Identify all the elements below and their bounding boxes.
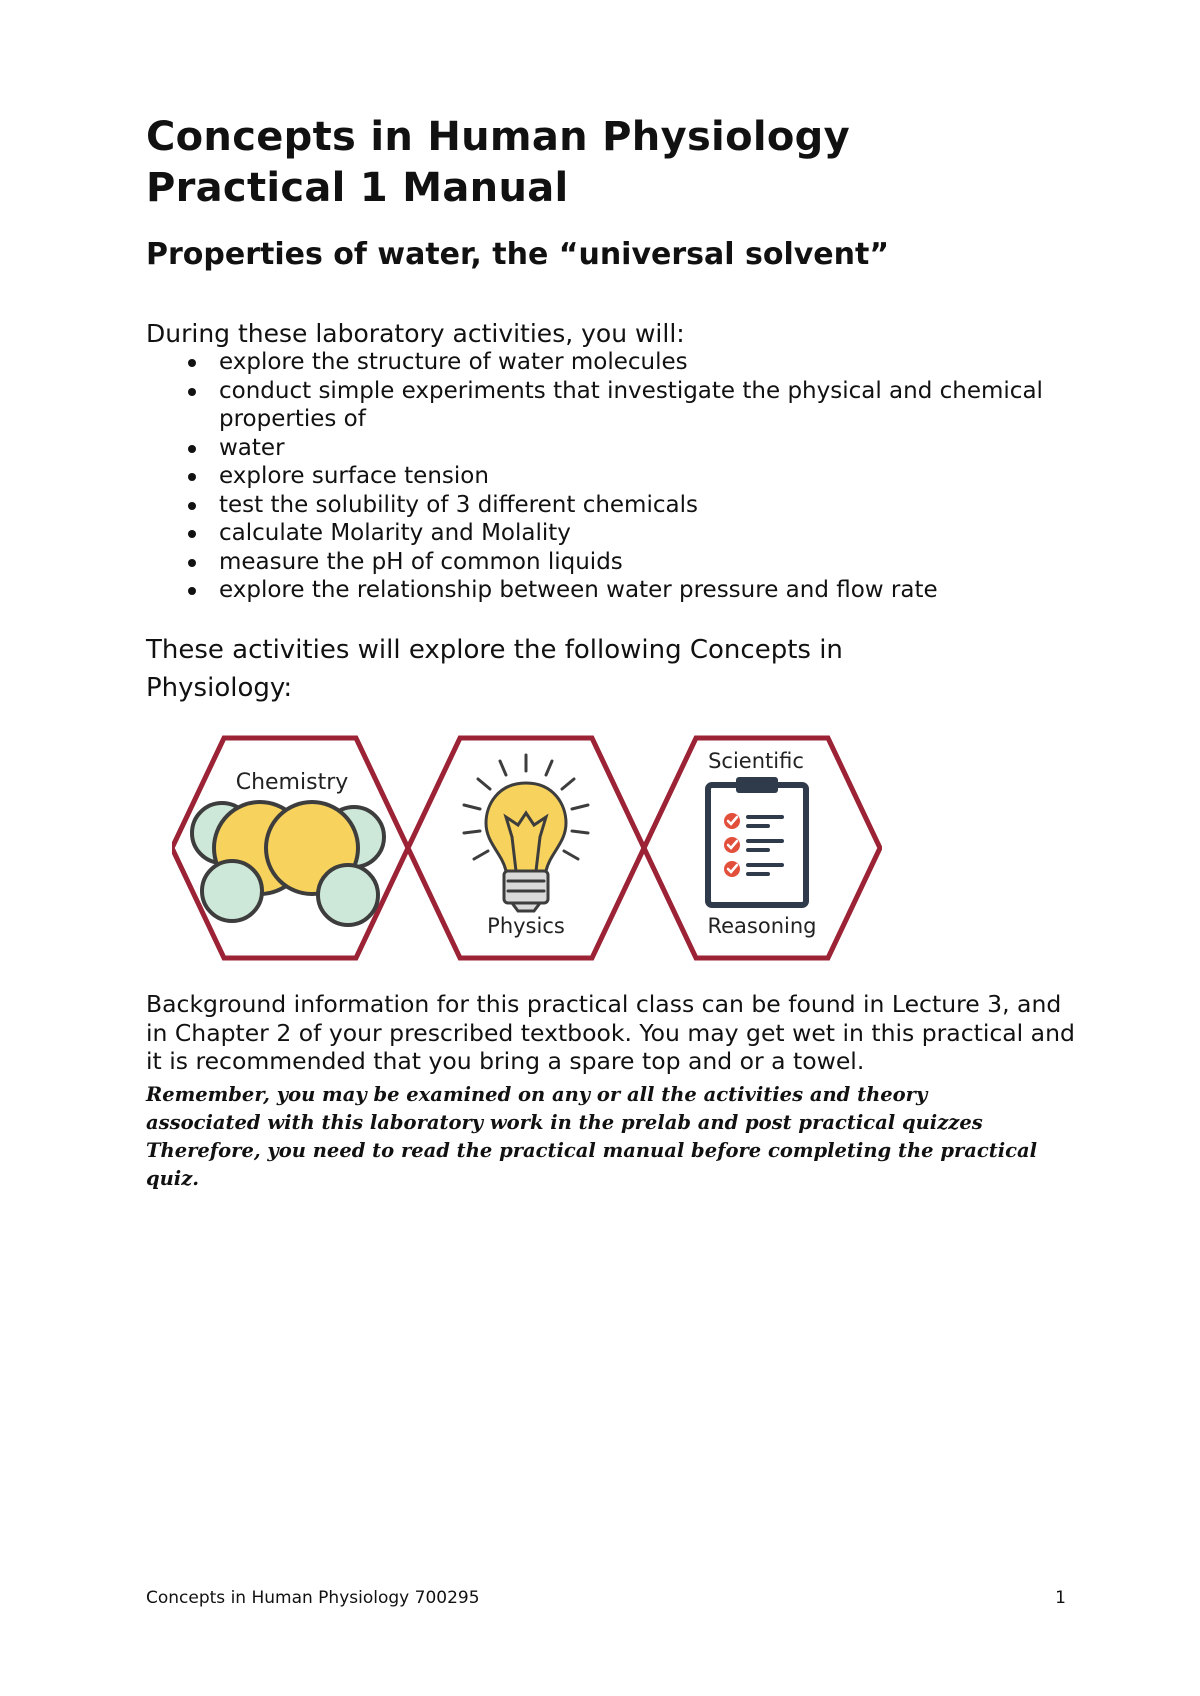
- concepts-intro: These activities will explore the following Concepts in Physiology:: [146, 635, 843, 703]
- page-number: 1: [1055, 1588, 1066, 1608]
- bullet-icon: [188, 445, 196, 453]
- clipboard-checklist-icon: [708, 777, 806, 905]
- bullet-icon: [188, 359, 196, 367]
- bullet-icon: [188, 388, 196, 396]
- bullet-icon: [188, 530, 196, 538]
- title-line-2: Practical 1 Manual: [146, 165, 569, 211]
- exam-note: [146, 1081, 1046, 1193]
- scientific-reasoning-badge: [644, 738, 880, 958]
- exam-note-line-1: Remember, you may be examined on any or all the activities and theory associated with this laboratory work in the prelab and post practical quizzes: [146, 1083, 983, 1134]
- list-item: explore the structure of water molecules: [146, 348, 1046, 377]
- reasoning-label: Reasoning: [707, 914, 817, 938]
- list-item: water: [146, 434, 1046, 463]
- document-title: [146, 112, 850, 214]
- section-subtitle: Properties of water, the “universal solvent”: [146, 237, 890, 272]
- list-item: conduct simple experiments that investigate the physical and chemical properties of: [146, 377, 1046, 434]
- bullet-icon: [188, 502, 196, 510]
- exam-note-line-2: Therefore, you need to read the practical manual before completing the practical quiz.: [146, 1139, 1038, 1190]
- objectives-list: [146, 348, 1046, 605]
- background-paragraph: Background information for this practical class can be found in Lecture 3, and in Chapter 2 of your prescribed textbook. You may get wet in this practical and it is recommended that you bring a spare top and or a towel.: [146, 990, 1075, 1075]
- title-line-1: Concepts in Human Physiology: [146, 114, 850, 160]
- bullet-icon: [188, 559, 196, 567]
- list-item: explore surface tension: [146, 462, 1046, 491]
- concept-badges: [172, 733, 882, 973]
- list-item: test the solubility of 3 different chemicals: [146, 491, 1046, 520]
- physics-label: Physics: [487, 914, 565, 938]
- scientific-label: Scientific: [708, 749, 804, 773]
- bullet-icon: [188, 587, 196, 595]
- page-footer: [146, 1586, 1066, 1610]
- chemistry-label: Chemistry: [235, 770, 349, 795]
- list-item: measure the pH of common liquids: [146, 548, 1046, 577]
- footer-course: Concepts in Human Physiology 700295: [146, 1588, 480, 1608]
- bullet-icon: [188, 473, 196, 481]
- list-item: calculate Molarity and Molality: [146, 519, 1046, 548]
- physics-badge: [408, 738, 644, 958]
- chemistry-badge: [172, 738, 408, 958]
- objectives-intro: During these laboratory activities, you will:: [146, 319, 685, 348]
- list-item: explore the relationship between water pressure and flow rate: [146, 576, 1046, 605]
